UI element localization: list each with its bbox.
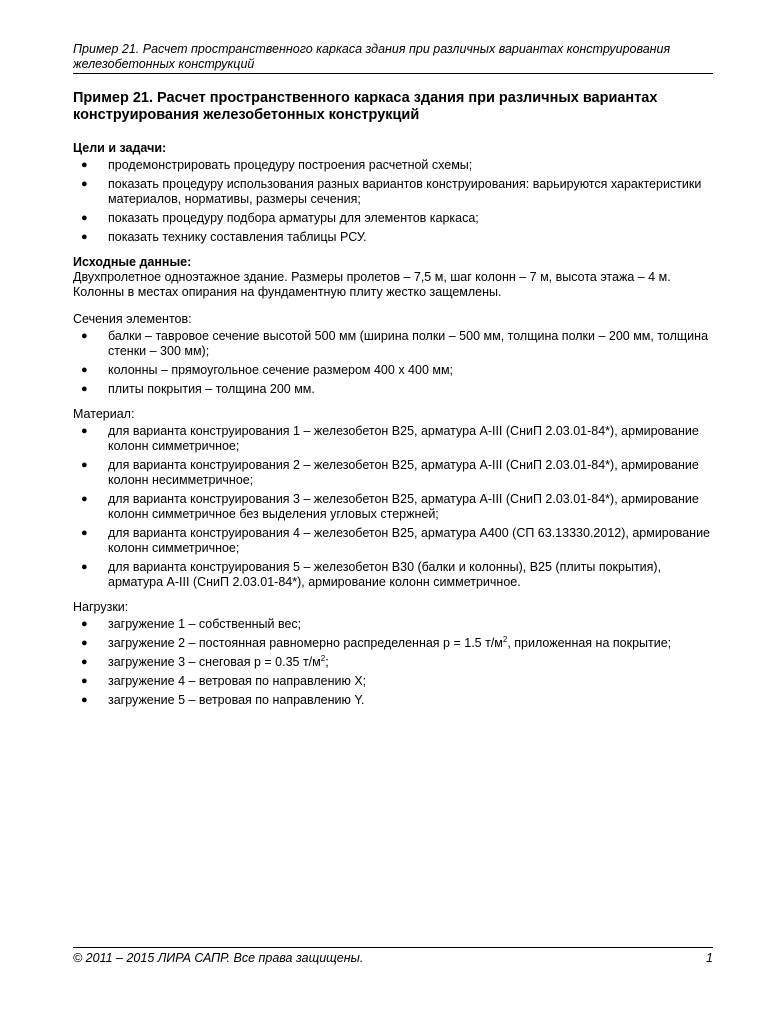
bullet-icon: ● [81, 618, 88, 630]
bullet-icon: ● [81, 637, 88, 649]
input-data-heading: Исходные данные: [73, 255, 192, 269]
bullet-icon: ● [81, 364, 88, 376]
running-header [73, 42, 713, 74]
copyright-text: © 2011 – 2015 ЛИРА САПР. Все права защищены. [73, 951, 364, 965]
goals-list [73, 158, 713, 245]
list-item: ● для варианта конструирования 3 – железобетон В25, арматура А-III (СниП 2.03.01-84*), армирование колонн симметричное без выделения угловых стержней; [81, 492, 699, 521]
bullet-icon: ● [81, 527, 88, 539]
list-item: ● загружение 1 – собственный вес; [81, 617, 302, 631]
bullet-icon: ● [81, 425, 88, 437]
bullet-icon: ● [81, 212, 88, 224]
list-item: ● продемонстрировать процедуру построения расчетной схемы; [81, 158, 473, 172]
page-footer [73, 947, 713, 966]
bullet-icon: ● [81, 383, 88, 395]
bullet-icon: ● [81, 561, 88, 573]
bullet-icon: ● [81, 459, 88, 471]
bullet-icon: ● [81, 231, 88, 243]
bullet-icon: ● [81, 493, 88, 505]
bullet-icon: ● [81, 694, 88, 706]
list-item: ● загружение 5 – ветровая по направлению Y. [81, 693, 365, 707]
page-content [73, 90, 713, 712]
list-item: ● балки – тавровое сечение высотой 500 мм (ширина полки – 500 мм, толщина полки – 200 мм, толщина стенки – 300 мм); [81, 329, 709, 358]
material-heading: Материал: [73, 407, 135, 421]
sections-list [73, 329, 713, 397]
list-item: ● для варианта конструирования 1 – железобетон В25, арматура А-III (СниП 2.03.01-84*), армирование колонн симметричное; [81, 424, 699, 453]
list-item: ● для варианта конструирования 2 – железобетон В25, арматура А-III (СниП 2.03.01-84*), армирование колонн несимметричное; [81, 458, 699, 487]
bullet-icon: ● [81, 330, 88, 342]
list-item: ● загружение 2 – постоянная равномерно распределенная р = 1.5 $т/м^2$, приложенная на покрытие; [81, 635, 672, 650]
input-data-text: Двухпролетное одноэтажное здание. Размеры пролетов – 7,5 м, шаг колонн – 7 м, высота этажа – 4 м. Колонны в местах опирания на фундаментную плиту жестко защемлены. [73, 270, 671, 299]
sections-heading: Сечения элементов: [73, 312, 192, 326]
page-title: Пример 21. Расчет пространственного каркаса здания при различных вариантах конструирования железобетонных конструкций [73, 90, 658, 123]
list-item: ● для варианта конструирования 4 – железобетон В25, арматура А400 (СП 63.13330.2012), армирование колонн симметричное; [81, 526, 711, 555]
page-number: 1 [706, 951, 713, 965]
list-item: ● загружение 3 – снеговая р = 0.35 $т/м^2$; [81, 654, 329, 669]
list-item: ● для варианта конструирования 5 – железобетон В30 (балки и колонны), В25 (плиты покрытия), арматура А-III (СниП 2.03.01-84*), армирование колонн симметричное. [81, 560, 662, 589]
list-item: ● колонны – прямоугольное сечение размером 400 x 400 мм; [81, 363, 454, 377]
running-header-text: Пример 21. Расчет пространственного каркаса здания при различных вариантах конструирования железобетонных конструкций [73, 42, 671, 71]
goals-heading: Цели и задачи: [73, 141, 167, 155]
list-item: ● плиты покрытия – толщина 200 мм. [81, 382, 315, 396]
loads-heading: Нагрузки: [73, 600, 129, 614]
bullet-icon: ● [81, 675, 88, 687]
material-list [73, 424, 713, 590]
bullet-icon: ● [81, 178, 88, 190]
loads-list [73, 617, 713, 708]
list-item: ● загружение 4 – ветровая по направлению X; [81, 674, 367, 688]
bullet-icon: ● [81, 656, 88, 668]
list-item: ● показать процедуру использования разных вариантов конструирования: варьируются характеристики материалов, нормативы, размеры сечения; [81, 177, 702, 206]
bullet-icon: ● [81, 159, 88, 171]
list-item: ● показать процедуру подбора арматуры для элементов каркаса; [81, 211, 479, 225]
list-item: ● показать технику составления таблицы РСУ. [81, 230, 367, 244]
